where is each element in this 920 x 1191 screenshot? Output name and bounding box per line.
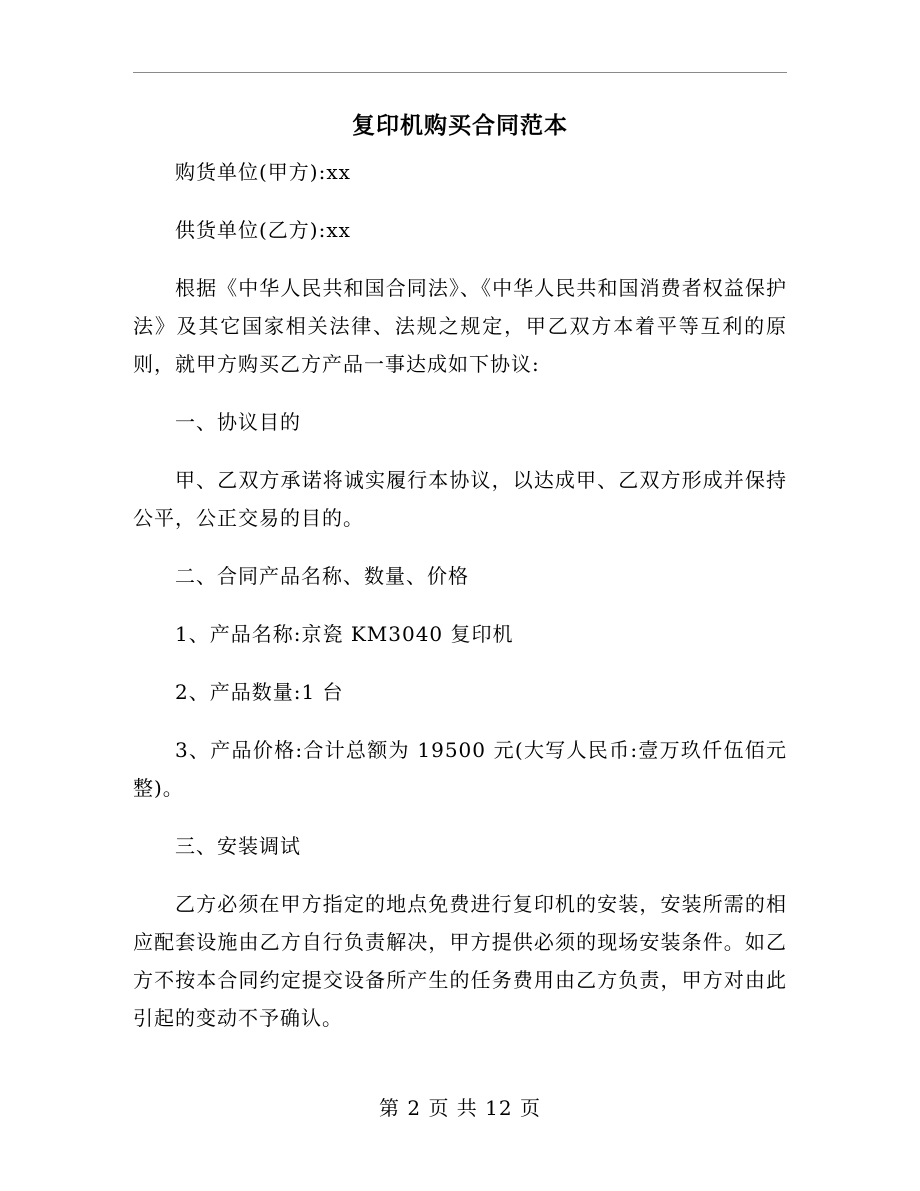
header-divider: [133, 72, 787, 73]
section-heading-installation: 三、安装调试: [175, 834, 301, 858]
product-price-item: 3、产品价格:合计总额为 19500 元(大写人民币:壹万玖仟伍佰元整)。: [133, 738, 787, 800]
product-name-item: 1、产品名称:京瓷 KM3040 复印机: [175, 622, 514, 646]
buyer-line: 购货单位(甲方):xx: [175, 160, 351, 184]
document-title: 复印机购买合同范本: [352, 112, 568, 139]
page-number-footer: 第 2 页 共 12 页: [379, 1096, 541, 1120]
section-heading-purpose: 一、协议目的: [175, 410, 301, 434]
preamble-paragraph: 根据《中华人民共和国合同法》、《中华人民共和国消费者权益保护法》及其它国家相关法律、法规之规定，甲乙双方本着平等互利的原则，就甲方购买乙方产品一事达成如下协议:: [133, 276, 787, 376]
document-body: [133, 102, 787, 1037]
section-heading-product: 二、合同产品名称、数量、价格: [175, 564, 469, 588]
installation-paragraph: 乙方必须在甲方指定的地点免费进行复印机的安装，安装所需的相应配套设施由乙方自行负责解决，甲方提供必须的现场安装条件。如乙方不按本合同约定提交设备所产生的任务费用由乙方负责，甲方对由此引起的变动不予确认。: [133, 892, 787, 1030]
product-quantity-item: 2、产品数量:1 台: [175, 680, 344, 704]
purpose-paragraph: 甲、乙双方承诺将诚实履行本协议，以达成甲、乙双方形成并保持公平，公正交易的目的。: [133, 468, 787, 530]
supplier-line: 供货单位(乙方):xx: [175, 218, 351, 242]
